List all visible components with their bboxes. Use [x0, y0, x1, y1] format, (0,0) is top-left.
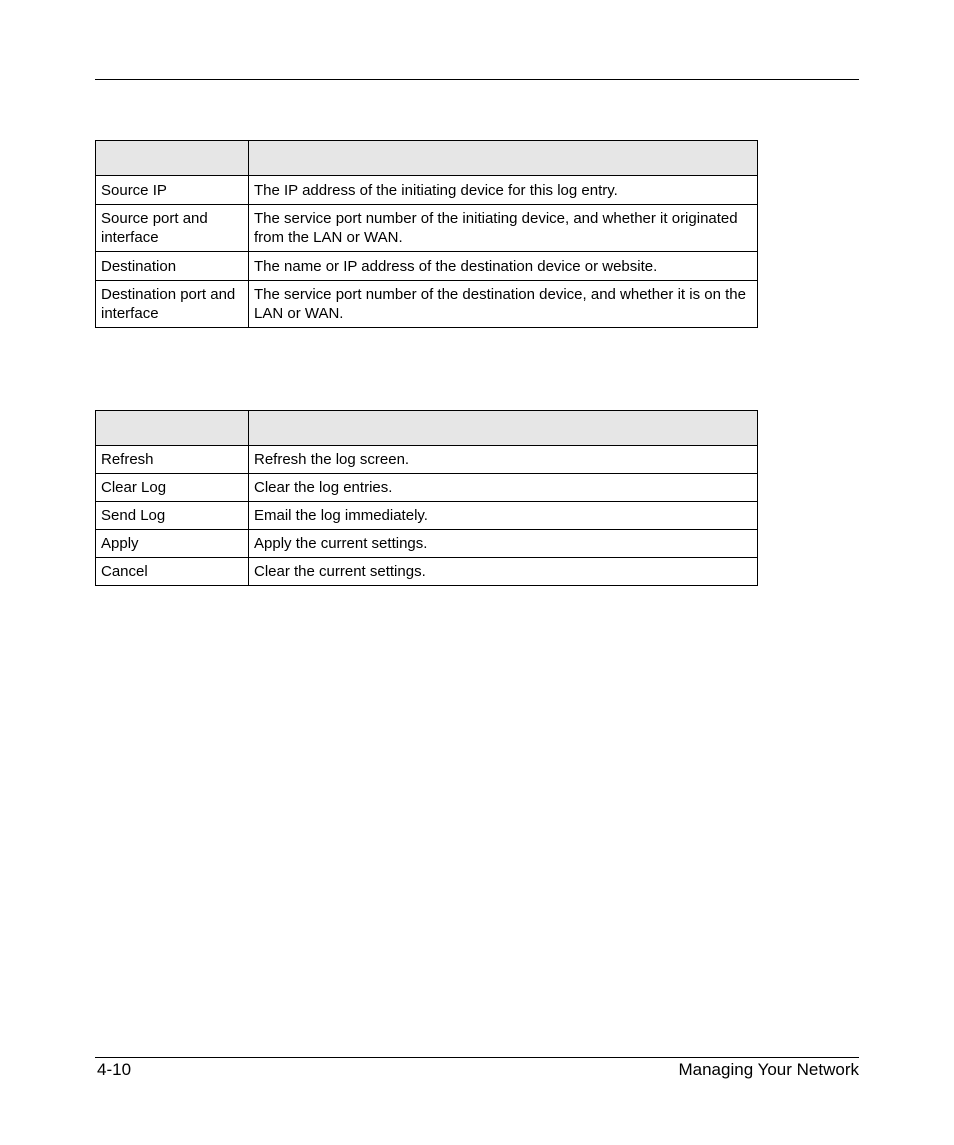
table-row [96, 530, 758, 558]
footer-rule [95, 1057, 859, 1058]
button-description-cell: Clear the current settings. [249, 558, 758, 586]
button-description-cell: Clear the log entries. [249, 474, 758, 502]
button-description-cell: Apply the current settings. [249, 530, 758, 558]
field-description-cell: The name or IP address of the destination device or website. [249, 252, 758, 281]
button-name-cell: Cancel [96, 558, 249, 586]
field-name-cell: Destination port and interface [96, 281, 249, 328]
field-description-cell: The IP address of the initiating device for this log entry. [249, 176, 758, 205]
header-cell-description [249, 141, 758, 176]
header-rule [95, 79, 859, 80]
button-name-cell: Apply [96, 530, 249, 558]
page-number: 4-10 [97, 1060, 132, 1079]
header-cell-description [249, 411, 758, 446]
buttons-table [95, 410, 758, 586]
table-row [96, 252, 758, 281]
button-name-cell: Send Log [96, 502, 249, 530]
field-description-cell: The service port number of the initiating device, and whether it originated from the LAN or WAN. [249, 205, 758, 252]
header-cell-field [96, 141, 249, 176]
table-row [96, 474, 758, 502]
table-row [96, 502, 758, 530]
button-name-cell: Refresh [96, 446, 249, 474]
field-description-cell: The service port number of the destination device, and whether it is on the LAN or WAN. [249, 281, 758, 328]
button-name-cell: Clear Log [96, 474, 249, 502]
table-row [96, 281, 758, 328]
button-description-cell: Email the log immediately. [249, 502, 758, 530]
button-description-cell: Refresh the log screen. [249, 446, 758, 474]
table-row [96, 205, 758, 252]
table-row [96, 558, 758, 586]
field-name-cell: Destination [96, 252, 249, 281]
table-header-row [96, 141, 758, 176]
chapter-title: Managing Your Network [678, 1060, 859, 1079]
table-row [96, 176, 758, 205]
field-name-cell: Source IP [96, 176, 249, 205]
log-fields-table [95, 140, 758, 328]
table-row [96, 446, 758, 474]
table-header-row [96, 411, 758, 446]
field-name-cell: Source port and interface [96, 205, 249, 252]
header-cell-button [96, 411, 249, 446]
